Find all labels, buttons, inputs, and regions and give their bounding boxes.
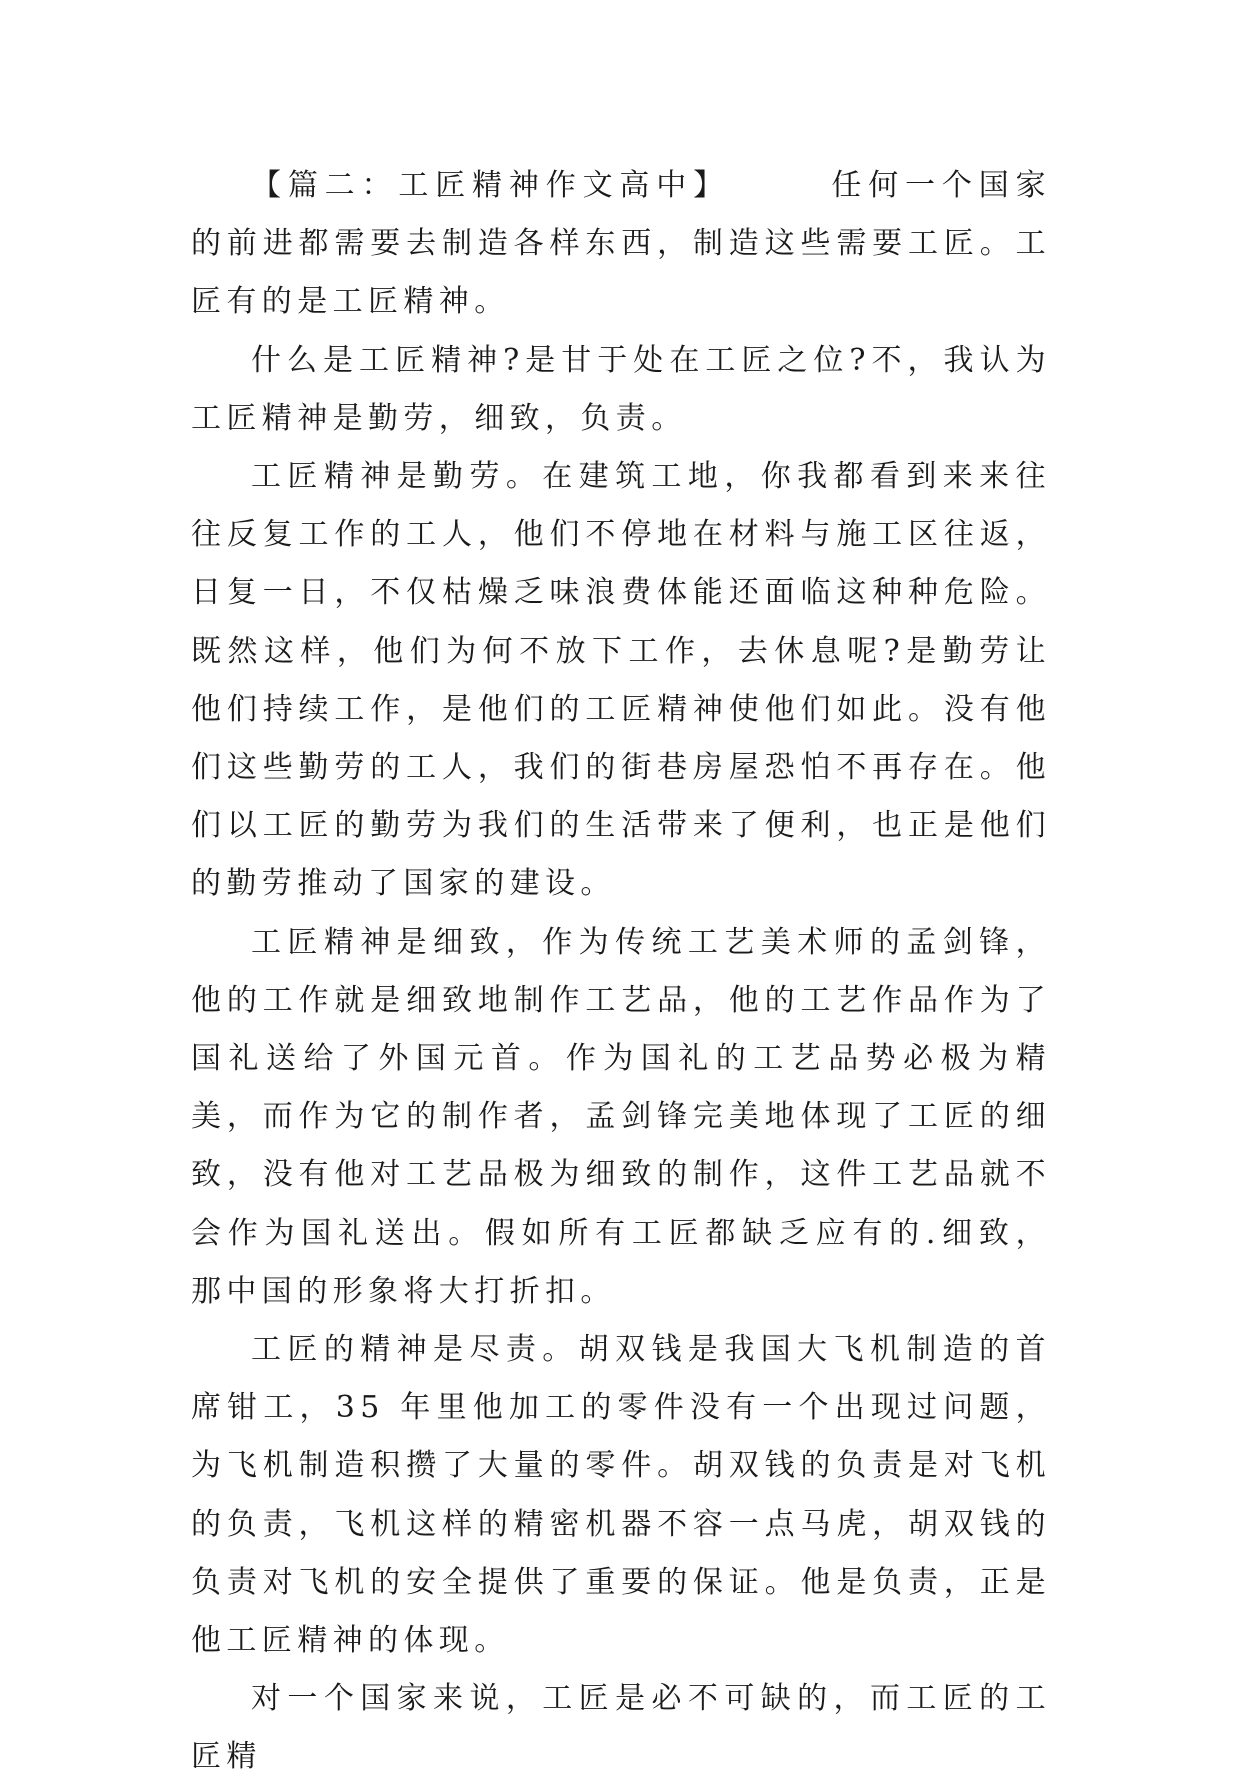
paragraph-responsibility: 工匠的精神是尽责。胡双钱是我国大飞机制造的首席钳工，35 年里他加工的零件没有一个出现过问题，为飞机制造积攒了大量的零件。胡双钱的负责是对飞机的负责，飞机这样的精密机器不容一点马虎，胡双钱的负责对飞机的安全提供了重要的保证。他是负责，正是他工匠精神的体现。 <box>191 1332 1051 1659</box>
intro-text: 任何一个国家的前进都需要去制造各样东西，制造这些需要工匠。工匠有的是工匠精神。 <box>191 168 1052 320</box>
paragraph-meticulousness: 工匠精神是细致，作为传统工艺美术师的孟剑锋，他的工作就是细致地制作工艺品，他的工艺作品作为了国礼送给了外国元首。作为国礼的工艺品势必极为精美，而作为它的制作者，孟剑锋完美地体现了工匠的细致，没有他对工艺品极为细致的制作，这件工艺品就不会作为国礼送出。假如所有工匠都缺乏应有的.细致，那中国的形象将大打折扣。 <box>191 924 1051 1309</box>
document-body <box>191 157 1051 1787</box>
paragraph-diligence: 工匠精神是勤劳。在建筑工地，你我都看到来来往往反复工作的工人，他们不停地在材料与施工区往返，日复一日，不仅枯燥乏味浪费体能还面临这种种危险。既然这样，他们为何不放下工作，去休息呢?是勤劳让他们持续工作，是他们的工匠精神使他们如此。没有他们这些勤劳的工人，我们的街巷房屋恐怕不再存在。他们以工匠的勤劳为我们的生活带来了便利，也正是他们的勤劳推动了国家的建设。 <box>191 459 1051 902</box>
paragraph-definition: 什么是工匠精神?是甘于处在工匠之位?不，我认为工匠精神是勤劳，细致，负责。 <box>191 342 1051 436</box>
paragraph-conclusion: 对一个国家来说，工匠是必不可缺的，而工匠的工匠精 <box>191 1681 1051 1775</box>
intro-paragraph <box>191 157 1051 332</box>
section-heading: 【篇二：工匠精神作文高中】 <box>251 168 730 203</box>
